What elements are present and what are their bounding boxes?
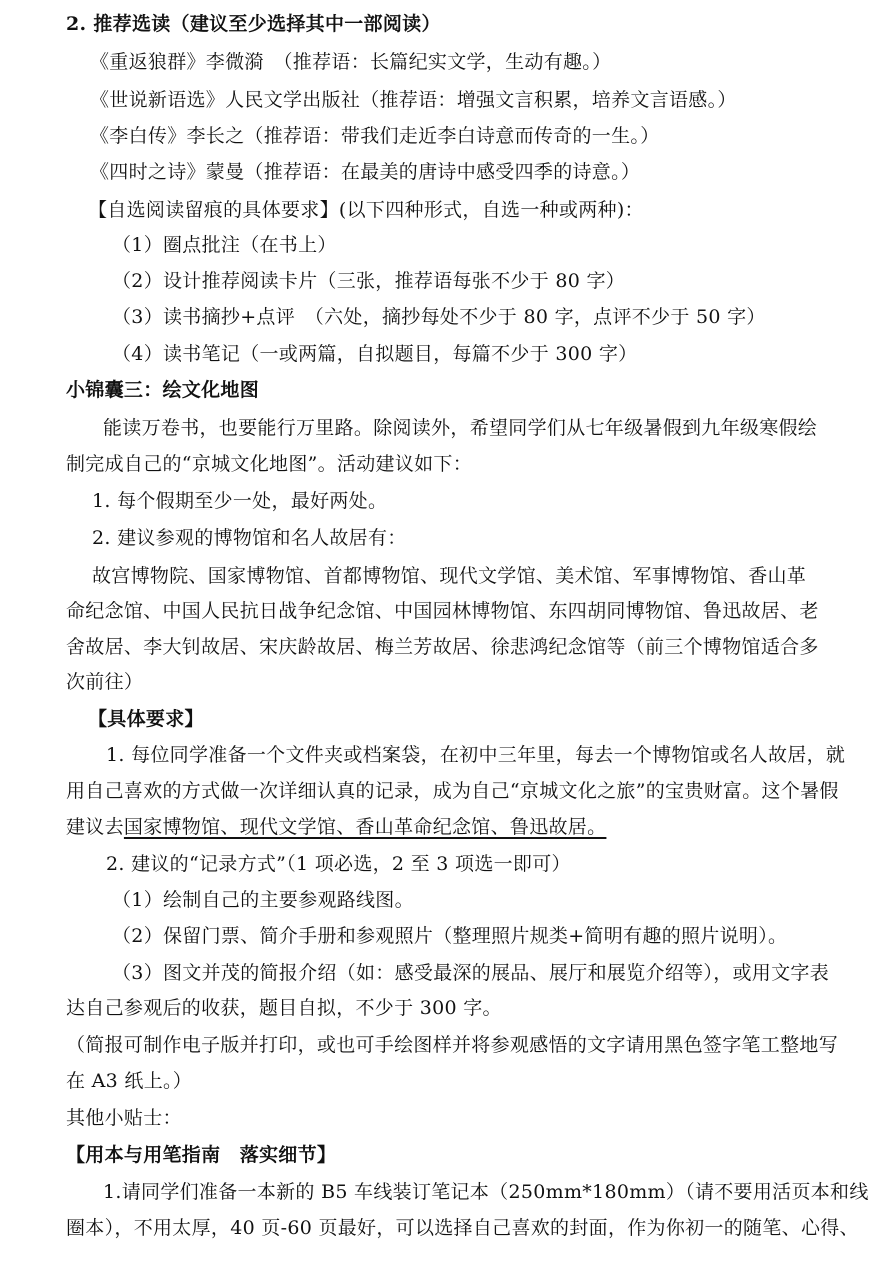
list-item: 2. 建议参观的博物馆和名人故居有： — [92, 527, 407, 549]
venues-line: 舍故居、李大钊故居、宋庆龄故居、梅兰芳故居、徐悲鸿纪念馆等（前三个博物馆适合多 — [66, 636, 819, 658]
venues-line: 命纪念馆、中国人民抗日战争纪念馆、中国园林博物馆、东四胡同博物馆、鲁迅故居、老 — [66, 600, 819, 622]
intro-line: 能读万卷书，也要能行万里路。除阅读外，希望同学们从七年级暑假到九年级寒假绘 — [103, 417, 818, 439]
requirement-line — [66, 815, 606, 839]
option-item: （3）读书摘抄+点评 （六处，摘抄每处不少于 80 字，点评不少于 50 字） — [112, 306, 766, 328]
intro-line: 制完成自己的“京城文化地图”。活动建议如下： — [66, 453, 473, 475]
tips-heading: 其他小贴士： — [66, 1107, 182, 1129]
book-item: 《李白传》李长之（推荐语：带我们走近李白诗意而传奇的一生。） — [90, 125, 660, 147]
requirement-line: 用自己喜欢的方式做一次详细认真的记录，成为自己“京城文化之旅”的宝贵财富。这个暑假 — [66, 780, 839, 802]
requirements-heading: 【具体要求】 — [88, 708, 204, 730]
option-item: （2）设计推荐阅读卡片（三张，推荐语每张不少于 80 字） — [112, 270, 626, 292]
book-item: 《四时之诗》蒙曼（推荐语：在最美的唐诗中感受四季的诗意。） — [90, 161, 641, 183]
option-item: （4）读书笔记（一或两篇，自拟题目，每篇不少于 300 字） — [112, 343, 638, 365]
requirement-prefix: 建议去 — [66, 816, 124, 838]
requirement-line: 2. 建议的“记录方式”（1 项必选，2 至 3 项选一即可） — [106, 853, 571, 875]
requirement-line: 1. 每位同学准备一个文件夹或档案袋，在初中三年里，每去一个博物馆或名人故居，就 — [106, 744, 846, 766]
venues-line: 故宫博物院、国家博物馆、首都博物馆、现代文学馆、美术馆、军事博物馆、香山革 — [92, 565, 807, 587]
venues-line: 次前往） — [66, 671, 144, 693]
note-line: 在 A3 纸上。） — [66, 1070, 193, 1092]
book-item: 《重返狼群》李微漪 （推荐语：长篇纪实文学，生动有趣。） — [90, 51, 612, 73]
book-item: 《世说新语选》人民文学出版社（推荐语：增强文言积累，培养文言语感。） — [90, 89, 737, 111]
record-method: （3）图文并茂的简报介绍（如：感受最深的展品、展厅和展览介绍等），或用文字表 — [112, 962, 829, 984]
record-method-cont: 达自己参观后的收获，题目自拟，不少于 300 字。 — [66, 997, 502, 1019]
tips-paragraph: 1.请同学们准备一本新的 B5 车线装订笔记本（250mm*180mm）（请不要用活页本和线 — [103, 1181, 869, 1203]
requirements-intro: 【自选阅读留痕的具体要求】(以下四种形式，自选一种或两种)： — [88, 199, 644, 221]
record-method: （2）保留门票、简介手册和参观照片（整理照片规类+简明有趣的照片说明）。 — [112, 925, 788, 947]
record-method: （1）绘制自己的主要参观路线图。 — [112, 889, 414, 911]
option-item: （1）圈点批注（在书上） — [112, 234, 337, 256]
tips-paragraph: 圈本），不用太厚，40 页-60 页最好，可以选择自己喜欢的封面，作为你初一的随笔、心得、 — [66, 1217, 859, 1239]
tips-subheading: 【用本与用笔指南 落实细节】 — [66, 1144, 337, 1166]
section3-heading: 小锦囊三：绘文化地图 — [66, 379, 260, 401]
section2-heading: 2. 推荐选读（建议至少选择其中一部阅读） — [66, 13, 441, 35]
underlined-venues: 国家博物馆、现代文学馆、香山革命纪念馆、鲁迅故居。 — [123, 816, 607, 838]
note-line: （简报可制作电子版并打印，或也可手绘图样并将参观感悟的文字请用黑色签字笔工整地写 — [66, 1034, 839, 1056]
list-item: 1. 每个假期至少一处，最好两处。 — [92, 490, 388, 512]
